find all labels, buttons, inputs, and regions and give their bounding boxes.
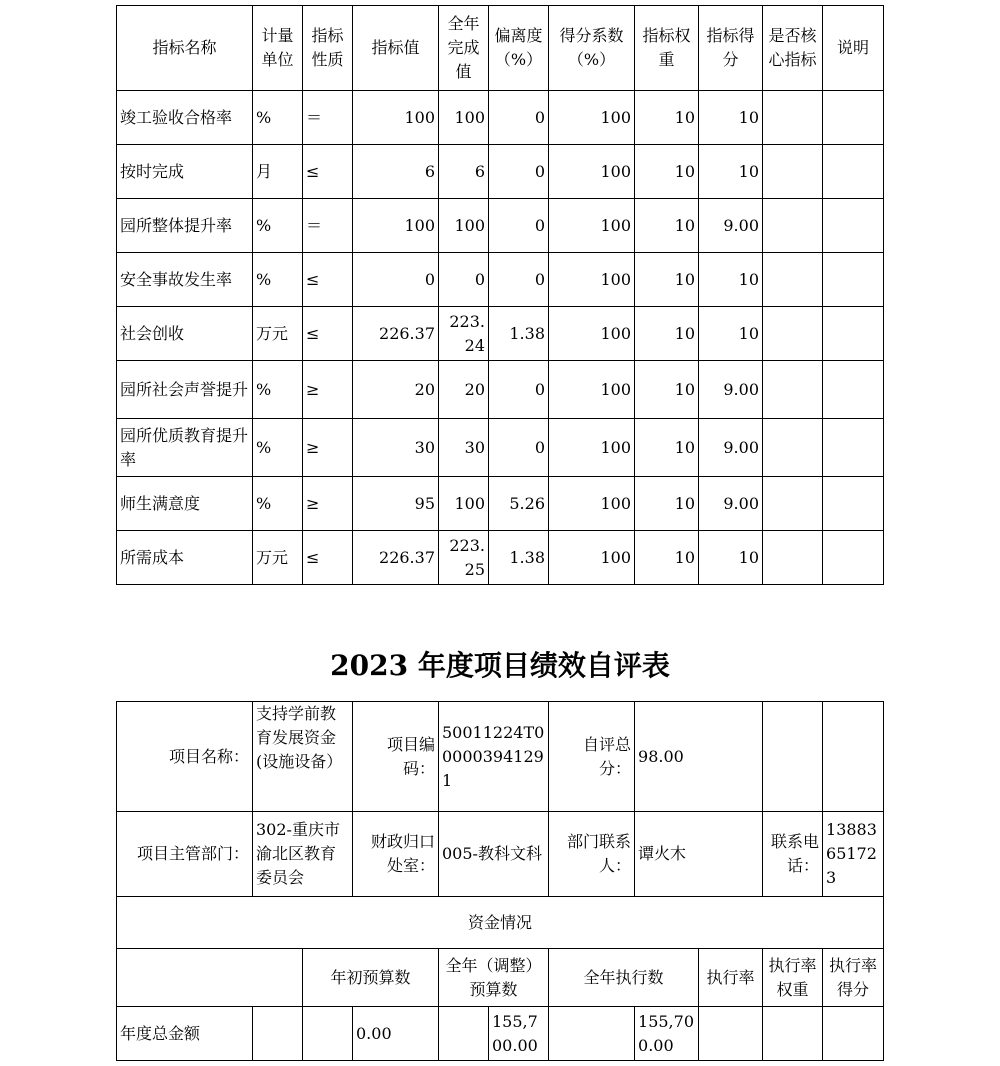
cell-actual: 0 bbox=[439, 253, 489, 307]
header-cell: 指标得分 bbox=[699, 6, 763, 91]
funds-header-cell: 执行率权重 bbox=[763, 949, 823, 1007]
cell-score: 9.00 bbox=[699, 361, 763, 419]
cell-note bbox=[823, 91, 884, 145]
cell-deviation: 0 bbox=[489, 199, 549, 253]
cell-actual: 30 bbox=[439, 419, 489, 477]
cell-unit: % bbox=[253, 361, 303, 419]
cell-unit: % bbox=[253, 477, 303, 531]
cell-score: 10 bbox=[699, 145, 763, 199]
cell-weight: 10 bbox=[635, 199, 699, 253]
cell-weight: 10 bbox=[635, 253, 699, 307]
cell-actual: 100 bbox=[439, 91, 489, 145]
cell-target: 95 bbox=[353, 477, 439, 531]
table-row bbox=[117, 307, 884, 361]
cell-target: 226.37 bbox=[353, 531, 439, 585]
cell-core bbox=[763, 361, 823, 419]
cell-score: 9.00 bbox=[699, 477, 763, 531]
cell-core bbox=[763, 531, 823, 585]
cell-coef: 100 bbox=[549, 477, 635, 531]
cell-unit: 月 bbox=[253, 145, 303, 199]
cell-core bbox=[763, 145, 823, 199]
cell-weight: 10 bbox=[635, 361, 699, 419]
cell-unit: 万元 bbox=[253, 307, 303, 361]
project-code-label: 项目编码： bbox=[353, 702, 439, 812]
cell-target: 20 bbox=[353, 361, 439, 419]
cell-coef: 100 bbox=[549, 253, 635, 307]
empty-cell bbox=[763, 1007, 823, 1061]
header-cell: 是否核心指标 bbox=[763, 6, 823, 91]
cell-nature: ≤ bbox=[303, 253, 353, 307]
empty-cell bbox=[253, 1007, 303, 1061]
cell-actual: 100 bbox=[439, 477, 489, 531]
table-row bbox=[117, 477, 884, 531]
cell-name: 按时完成 bbox=[117, 145, 253, 199]
cell-name: 园所优质教育提升率 bbox=[117, 419, 253, 477]
cell-nature: ≤ bbox=[303, 531, 353, 585]
cell-deviation: 0 bbox=[489, 253, 549, 307]
cell-weight: 10 bbox=[635, 91, 699, 145]
cell-note bbox=[823, 419, 884, 477]
project-name-row bbox=[117, 702, 884, 812]
cell-score: 10 bbox=[699, 531, 763, 585]
cell-nature: ＝ bbox=[303, 199, 353, 253]
cell-name: 安全事故发生率 bbox=[117, 253, 253, 307]
cell-unit: 万元 bbox=[253, 531, 303, 585]
cell-deviation: 0 bbox=[489, 145, 549, 199]
empty-cell bbox=[763, 702, 823, 812]
cell-weight: 10 bbox=[635, 419, 699, 477]
cell-score: 9.00 bbox=[699, 419, 763, 477]
project-name-label: 项目名称： bbox=[117, 702, 253, 812]
cell-weight: 10 bbox=[635, 307, 699, 361]
cell-note bbox=[823, 307, 884, 361]
cell-actual: 223.24 bbox=[439, 307, 489, 361]
cell-name: 园所社会声誉提升 bbox=[117, 361, 253, 419]
cell-target: 100 bbox=[353, 91, 439, 145]
cell-actual: 223.25 bbox=[439, 531, 489, 585]
funds-title-row bbox=[117, 897, 884, 949]
contact-value: 谭火木 bbox=[635, 812, 763, 897]
cell-coef: 100 bbox=[549, 361, 635, 419]
cell-name: 竣工验收合格率 bbox=[117, 91, 253, 145]
cell-nature: ≤ bbox=[303, 307, 353, 361]
cell-deviation: 1.38 bbox=[489, 307, 549, 361]
contact-label: 部门联系人： bbox=[549, 812, 635, 897]
cell-deviation: 5.26 bbox=[489, 477, 549, 531]
cell-core bbox=[763, 477, 823, 531]
table-row bbox=[117, 199, 884, 253]
executed-value: 155,700.00 bbox=[635, 1007, 699, 1061]
phone-value: 13883651723 bbox=[823, 812, 884, 897]
cell-coef: 100 bbox=[549, 199, 635, 253]
header-cell: 指标名称 bbox=[117, 6, 253, 91]
cell-score: 9.00 bbox=[699, 199, 763, 253]
dept-label: 项目主管部门： bbox=[117, 812, 253, 897]
cell-name: 师生满意度 bbox=[117, 477, 253, 531]
funds-section-title: 资金情况 bbox=[117, 897, 884, 949]
project-code-value: 50011224T000003941291 bbox=[439, 702, 549, 812]
cell-deviation: 0 bbox=[489, 419, 549, 477]
cell-weight: 10 bbox=[635, 477, 699, 531]
cell-note bbox=[823, 361, 884, 419]
cell-note bbox=[823, 531, 884, 585]
page-title: 2023 年度项目绩效自评表 bbox=[330, 649, 670, 682]
cell-unit: % bbox=[253, 419, 303, 477]
cell-target: 30 bbox=[353, 419, 439, 477]
funds-row-label: 年度总金额 bbox=[117, 1007, 253, 1061]
cell-score: 10 bbox=[699, 253, 763, 307]
header-cell: 说明 bbox=[823, 6, 884, 91]
total-score-label: 自评总分： bbox=[549, 702, 635, 812]
initial-budget-value: 0.00 bbox=[353, 1007, 439, 1061]
indicator-table bbox=[116, 5, 884, 585]
cell-target: 0 bbox=[353, 253, 439, 307]
header-cell: 指标性质 bbox=[303, 6, 353, 91]
table-row bbox=[117, 91, 884, 145]
empty-cell bbox=[549, 1007, 635, 1061]
cell-coef: 100 bbox=[549, 145, 635, 199]
office-label: 财政归口处室： bbox=[353, 812, 439, 897]
cell-nature: ＝ bbox=[303, 91, 353, 145]
empty-cell bbox=[117, 949, 303, 1007]
table-row bbox=[117, 145, 884, 199]
funds-header-cell: 全年执行数 bbox=[549, 949, 699, 1007]
department-row bbox=[117, 812, 884, 897]
adjusted-budget-value: 155,700.00 bbox=[489, 1007, 549, 1061]
cell-unit: % bbox=[253, 91, 303, 145]
project-name-value: 支持学前教育发展资金(设施设备） bbox=[253, 702, 353, 812]
cell-target: 100 bbox=[353, 199, 439, 253]
empty-cell bbox=[699, 1007, 763, 1061]
cell-name: 社会创收 bbox=[117, 307, 253, 361]
funds-header-cell: 执行率得分 bbox=[823, 949, 884, 1007]
cell-nature: ≤ bbox=[303, 145, 353, 199]
cell-target: 226.37 bbox=[353, 307, 439, 361]
cell-weight: 10 bbox=[635, 531, 699, 585]
cell-coef: 100 bbox=[549, 91, 635, 145]
cell-unit: % bbox=[253, 199, 303, 253]
cell-name: 园所整体提升率 bbox=[117, 199, 253, 253]
empty-cell bbox=[823, 702, 884, 812]
cell-coef: 100 bbox=[549, 419, 635, 477]
cell-note bbox=[823, 477, 884, 531]
funds-total-row bbox=[117, 1007, 884, 1061]
cell-weight: 10 bbox=[635, 145, 699, 199]
cell-deviation: 0 bbox=[489, 361, 549, 419]
cell-score: 10 bbox=[699, 91, 763, 145]
cell-core bbox=[763, 253, 823, 307]
empty-cell bbox=[303, 1007, 353, 1061]
cell-target: 6 bbox=[353, 145, 439, 199]
table-row bbox=[117, 419, 884, 477]
header-cell: 计量单位 bbox=[253, 6, 303, 91]
empty-cell bbox=[439, 1007, 489, 1061]
cell-nature: ≥ bbox=[303, 361, 353, 419]
funds-header-cell: 全年（调整）预算数 bbox=[439, 949, 549, 1007]
cell-core bbox=[763, 307, 823, 361]
project-table bbox=[116, 701, 884, 1061]
dept-value: 302-重庆市渝北区教育委员会 bbox=[253, 812, 353, 897]
header-cell: 偏离度（%） bbox=[489, 6, 549, 91]
funds-header-row bbox=[117, 949, 884, 1007]
header-cell: 指标值 bbox=[353, 6, 439, 91]
funds-header-cell: 执行率 bbox=[699, 949, 763, 1007]
cell-core bbox=[763, 91, 823, 145]
cell-actual: 20 bbox=[439, 361, 489, 419]
cell-nature: ≥ bbox=[303, 419, 353, 477]
total-score-value: 98.00 bbox=[635, 702, 763, 812]
cell-coef: 100 bbox=[549, 531, 635, 585]
cell-core bbox=[763, 419, 823, 477]
cell-coef: 100 bbox=[549, 307, 635, 361]
cell-core bbox=[763, 199, 823, 253]
empty-cell bbox=[823, 1007, 884, 1061]
table-row bbox=[117, 361, 884, 419]
office-value: 005-教科文科 bbox=[439, 812, 549, 897]
table-row bbox=[117, 531, 884, 585]
cell-note bbox=[823, 253, 884, 307]
table-row bbox=[117, 253, 884, 307]
cell-deviation: 0 bbox=[489, 91, 549, 145]
cell-actual: 6 bbox=[439, 145, 489, 199]
cell-unit: % bbox=[253, 253, 303, 307]
cell-score: 10 bbox=[699, 307, 763, 361]
header-cell: 全年完成值 bbox=[439, 6, 489, 91]
phone-label: 联系电话： bbox=[763, 812, 823, 897]
funds-header-cell: 年初预算数 bbox=[303, 949, 439, 1007]
cell-note bbox=[823, 145, 884, 199]
header-cell: 指标权重 bbox=[635, 6, 699, 91]
cell-name: 所需成本 bbox=[117, 531, 253, 585]
cell-deviation: 1.38 bbox=[489, 531, 549, 585]
header-cell: 得分系数（%） bbox=[549, 6, 635, 91]
cell-nature: ≥ bbox=[303, 477, 353, 531]
indicator-header-row bbox=[117, 6, 884, 91]
cell-note bbox=[823, 199, 884, 253]
cell-actual: 100 bbox=[439, 199, 489, 253]
